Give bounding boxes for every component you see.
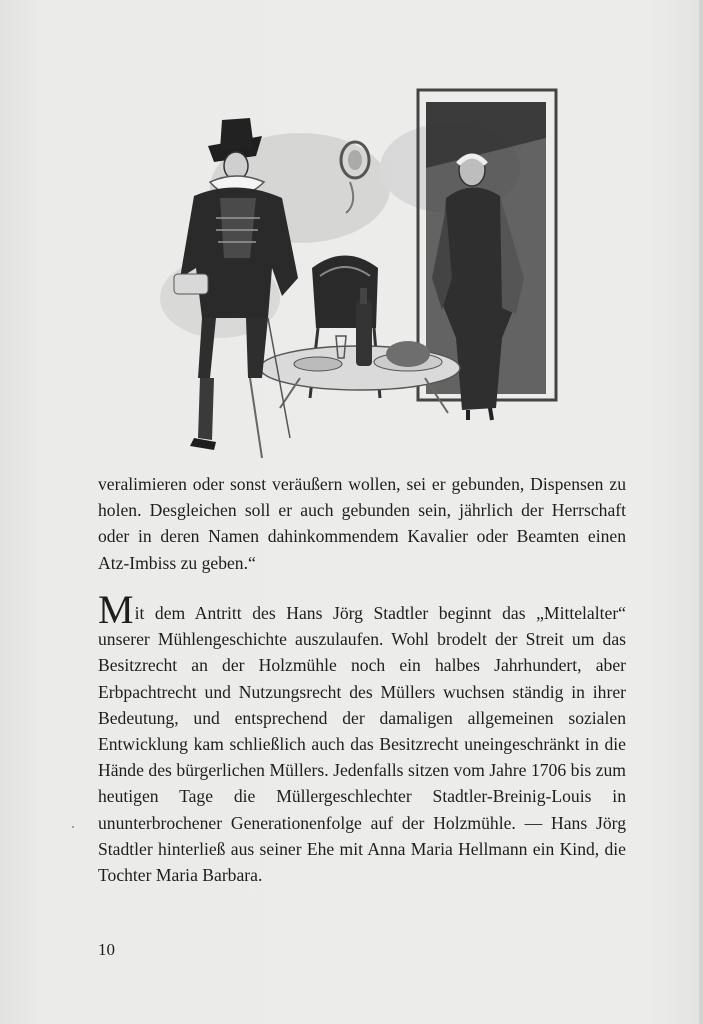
paper-speck bbox=[72, 826, 74, 828]
roast bbox=[386, 341, 430, 367]
bottle bbox=[356, 300, 372, 366]
paragraph-1: veralimieren oder sonst veräußern wollen, sei er gebunden, Dispensen zu holen. Desgleichen soll er auch gebunden sein, jährlich der Herrschaft oder in deren Namen dahinkommendem Kavalier oder Beamten einen Atz-Imbiss zu geben.“ bbox=[98, 474, 626, 573]
page-number: 10 bbox=[98, 940, 115, 959]
paragraph-2-text: it dem Antritt des Hans Jörg Stadtler beginnt das „Mittelalter“ unserer Mühlengeschichte auszulaufen. Wohl brodelt der Streit um das Besitzrecht an der Holzmühle noch ein halbes Jahrhundert, aber Erbpachtrecht und Nutzungsrecht des Müllers wuchsen ständig in ihrer Bedeutung, und entsprechend der damaligen allgemeinen sozialen Entwicklung kam schließlich auch das Besitzrecht uneingeschränkt in die Hände des bürgerlichen Müllers. Jedenfalls sitzen vom Jahre 1706 bis zum heutigen Tage die Müllergeschlechter Stadtler-Breinig-Louis in ununterbrochener Generationenfolge auf der Holzmühle. — Hans Jörg Stadtler hinterließ aus seiner Ehe mit Anna Maria Hellmann ein Kind, die Tochter Maria Barbara. bbox=[98, 603, 626, 886]
ink-illustration bbox=[150, 78, 570, 478]
paragraph-2 bbox=[98, 587, 626, 888]
illustration-drawing bbox=[150, 78, 570, 478]
page-edge bbox=[699, 0, 703, 1024]
drop-cap: M bbox=[98, 587, 134, 632]
